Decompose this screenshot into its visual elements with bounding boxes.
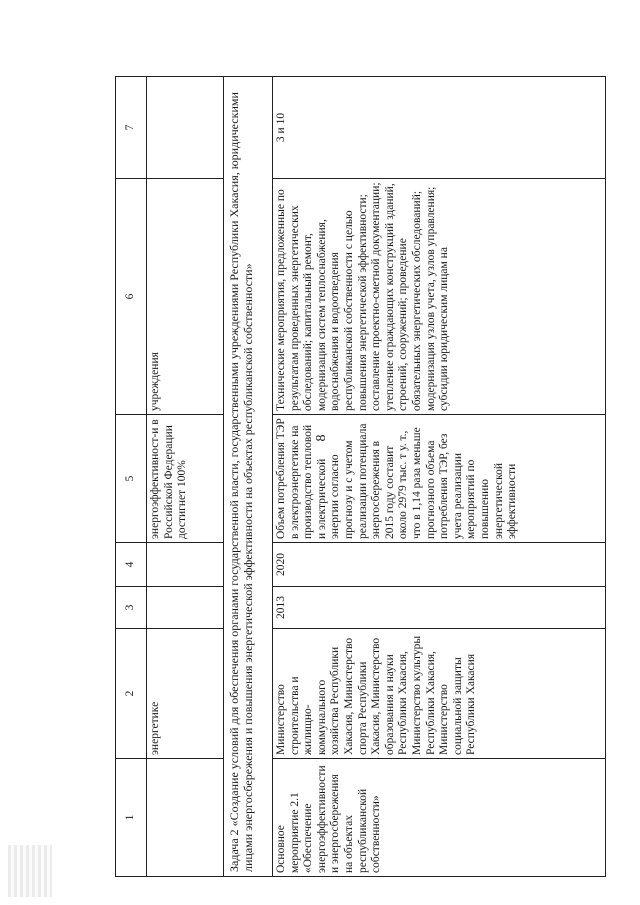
column-number: 7 <box>116 77 147 179</box>
page-number: 8 <box>314 434 329 442</box>
indicator-ref-cell: 3 и 10 <box>273 77 606 179</box>
table-cell <box>147 587 224 629</box>
table-cell <box>147 77 224 179</box>
table-cell <box>147 759 224 877</box>
measure-name-cell: Основное мероприятие 2.1 «Обеспечение энергоэффективности и энергосбережения на объектах республиканской собственности» <box>273 759 606 877</box>
column-number: 1 <box>116 759 147 877</box>
measures-description-cell: Технические мероприятия, предложенные по результатам проведенных энергетических обследований; капитальный ремонт, модернизация систем теплоснабжения, водоснабжения и водоотведения республиканской собственности с целью повышения энергетической эффективности; составление проектно-сметной документации; утепление ограждающих конструкций зданий, строений, сооружений; проведение обязательных энергетических обследований; модернизация узлов учета, узлов управления; субсидии юридическим лицам на <box>273 179 606 415</box>
continued-row <box>147 77 224 877</box>
rotated-table-content <box>115 77 640 877</box>
column-number: 4 <box>116 543 147 587</box>
column-number: 5 <box>116 415 147 543</box>
table-cell: учреждения <box>147 179 224 415</box>
program-measures-table <box>115 76 606 877</box>
scan-stamp-mark <box>8 845 52 897</box>
task-heading: Задача 2 «Создание условий для обеспечения органами государственной власти, государственными учреждениями Республики Хакасия, юридическими лицами энергосбережения и повышения энергетической эффективности на объектах республиканской собственности» <box>224 77 273 877</box>
column-number: 6 <box>116 179 147 415</box>
expected-result-cell: Объем потребления ТЭР в электроэнергетике на производство тепловой и электрической энергии согласно прогнозу и с учетом реализации потенциала энергосбережения в 2015 году составит около 2979 тыс. т у. т., что в 1,14 раза меньше прогнозного объема потребления ТЭР, без учета реализации мероприятий по повышению энергетической эффективности <box>273 415 606 543</box>
start-year-cell: 2013 <box>273 587 606 629</box>
table-cell: энергоэффективност-и в Российской Федерации достигнет 100% <box>147 415 224 543</box>
main-measure-row <box>273 77 606 877</box>
column-number-row <box>116 77 147 877</box>
table-cell: энергетике <box>147 629 224 759</box>
column-number: 2 <box>116 629 147 759</box>
table-cell <box>147 543 224 587</box>
responsible-executors-cell: Министерство строительства и жилищно-коммунального хозяйства Республики Хакасия, Министерство спорта Республики Хакасия, Министерство образования и науки Республики Хакасия, Министерство культуры Республики Хакасия, Министерство социальной защиты Республики Хакасия <box>273 629 606 759</box>
task-row <box>224 77 273 877</box>
end-year-cell: 2020 <box>273 543 606 587</box>
column-number: 3 <box>116 587 147 629</box>
